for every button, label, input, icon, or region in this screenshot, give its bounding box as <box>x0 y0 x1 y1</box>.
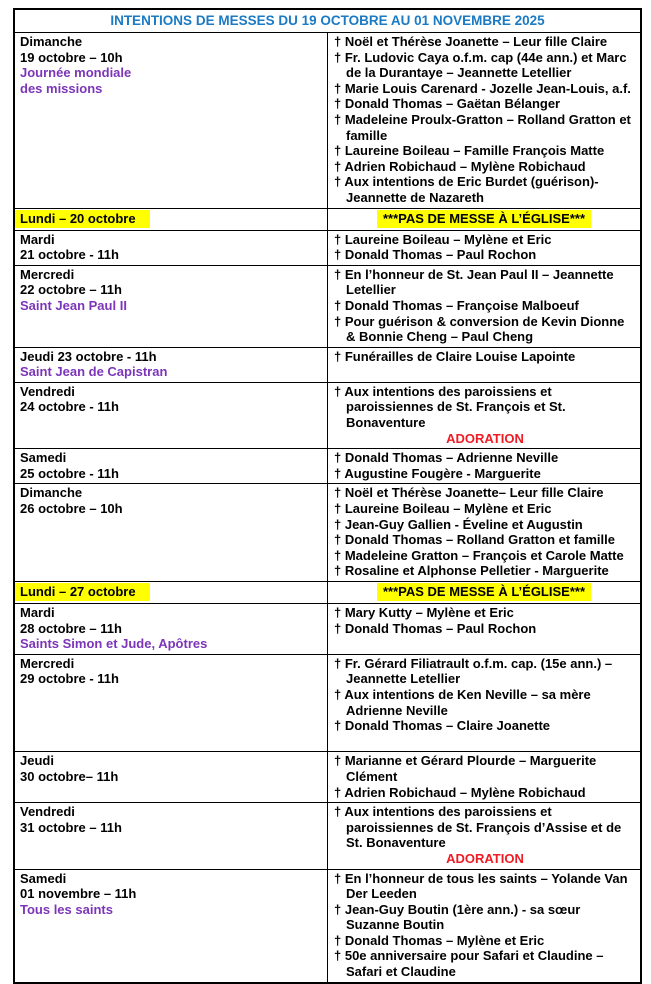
title-row <box>14 9 641 33</box>
date-label: 26 octobre – 10h <box>20 501 123 517</box>
intention-line: † Jean-Guy Gallien - Éveline et Augustin <box>334 516 583 532</box>
date-cell <box>14 604 328 655</box>
no-mass-message-cell <box>328 208 642 230</box>
intention-line: † Augustine Fougère - Marguerite <box>334 465 541 481</box>
date-cell <box>14 449 328 484</box>
date-cell <box>14 347 328 382</box>
intention-line: † Noël et Thérèse Joanette – Leur fille Claire <box>334 34 608 49</box>
date-label: 28 octobre – 11h <box>20 620 122 636</box>
date-label: Samedi <box>20 450 67 466</box>
intention-line: † Aux intentions des paroissiens et paroissiennes de St. François et St. Bonaventure <box>334 383 566 431</box>
mass-intentions-table <box>13 8 642 984</box>
date-cell <box>14 265 328 347</box>
adoration-label: ADORATION <box>446 430 524 446</box>
date-label: 01 novembre – 11h <box>20 886 137 902</box>
mass-row <box>14 869 641 983</box>
intention-line: † Aux intentions des paroissiens et paroissiennes de St. François d’Assise et de St. Bonaventure <box>334 804 622 851</box>
date-label: 24 octobre - 11h <box>20 399 119 415</box>
mass-row <box>14 265 641 347</box>
intention-line: † Fr. Ludovic Caya o.f.m. cap (44e ann.) et Marc de la Durantaye – Jeannette Letellier <box>334 49 627 81</box>
mass-row <box>14 449 641 484</box>
feast-day-label: Tous les saints <box>20 901 113 917</box>
intention-line: † Donald Thomas – Claire Joanette <box>334 718 551 734</box>
intentions-cell <box>328 752 642 803</box>
intentions-cell <box>328 484 642 582</box>
intentions-cell <box>328 230 642 265</box>
schedule-table-body <box>14 9 641 983</box>
intention-line: † Donald Thomas – Paul Rochon <box>334 247 537 263</box>
date-label: Mercredi <box>20 655 75 671</box>
date-cell <box>14 654 328 752</box>
intention-line: † Laureine Boileau – Mylène et Eric <box>334 501 552 517</box>
date-cell <box>14 869 328 983</box>
adoration-label: ADORATION <box>446 850 524 866</box>
no-mass-row <box>14 208 641 230</box>
date-cell <box>14 33 328 209</box>
no-mass-date-cell <box>14 208 328 230</box>
intention-line: † Donald Thomas – Adrienne Neville <box>334 450 559 466</box>
intention-line: † En l’honneur de tous les saints – Yolande Van Der Leeden <box>334 870 628 902</box>
intention-line: † Mary Kutty – Mylène et Eric <box>334 605 514 620</box>
intention-line: † Fr. Gérard Filiatrault o.f.m. cap. (15e ann.) – Jeannette Letellier <box>334 655 613 687</box>
date-label: Dimanche <box>20 34 83 49</box>
date-label: Mardi <box>20 231 55 247</box>
intentions-cell <box>328 604 642 655</box>
intention-line: † Donald Thomas – Mylène et Eric <box>334 932 545 948</box>
intention-line: † Donald Thomas – Rolland Gratton et famille <box>334 532 615 548</box>
intention-line: † Aux intentions de Eric Burdet (guérison)- Jeannette de Nazareth <box>334 174 599 205</box>
date-cell <box>14 230 328 265</box>
intention-line: † Adrien Robichaud – Mylène Robichaud <box>334 784 586 800</box>
intention-line: † Noël et Thérèse Joanette– Leur fille Claire <box>334 485 604 501</box>
intention-line: † Laureine Boileau – Mylène et Eric <box>334 231 552 247</box>
intention-line: † Laureine Boileau – Famille François Matte <box>334 143 605 159</box>
no-mass-date-cell <box>14 582 328 604</box>
mass-row <box>14 230 641 265</box>
mass-row <box>14 33 641 209</box>
date-label: 21 octobre - 11h <box>20 247 119 263</box>
date-label: Samedi <box>20 870 67 886</box>
intention-line: † Donald Thomas – Gaëtan Bélanger <box>334 96 561 112</box>
date-label: 25 octobre - 11h <box>20 465 119 481</box>
mass-row <box>14 382 641 448</box>
feast-day-label: Saint Jean Paul II <box>20 297 127 313</box>
intentions-cell <box>328 347 642 382</box>
date-label: Mercredi <box>20 266 75 282</box>
date-label: 19 octobre – 10h <box>20 49 123 65</box>
date-label: 31 octobre – 11h <box>20 819 122 835</box>
mass-row <box>14 752 641 803</box>
intention-line: † Madeleine Gratton – François et Carole Matte <box>334 547 624 563</box>
mass-row <box>14 803 641 869</box>
intentions-cell <box>328 869 642 983</box>
intention-line: † Marianne et Gérard Plourde – Marguerite Clément <box>334 753 597 784</box>
feast-day-label: Saints Simon et Jude, Apôtres <box>20 636 208 652</box>
intentions-cell <box>328 265 642 347</box>
intentions-cell <box>328 449 642 484</box>
date-label: Vendredi <box>20 383 75 399</box>
no-mass-message-label: ***PAS DE MESSE À L’ÉGLISE*** <box>377 210 591 228</box>
no-mass-row <box>14 582 641 604</box>
date-label: Jeudi <box>20 753 54 769</box>
intention-line: † Marie Louis Carenard - Jozelle Jean-Louis, a.f. <box>334 80 631 96</box>
date-cell <box>14 382 328 448</box>
mass-row <box>14 604 641 655</box>
no-mass-message-cell <box>328 582 642 604</box>
mass-row <box>14 484 641 582</box>
intention-line: † Madeleine Proulx-Gratton – Rolland Gratton et famille <box>334 111 631 143</box>
intentions-cell <box>328 654 642 752</box>
intentions-cell <box>328 803 642 869</box>
mass-row <box>14 347 641 382</box>
intention-line: † Adrien Robichaud – Mylène Robichaud <box>334 158 586 174</box>
intention-line: † Jean-Guy Boutin (1ère ann.) - sa sœur Suzanne Boutin <box>334 901 581 933</box>
intention-line: † Aux intentions de Ken Neville – sa mère Adrienne Neville <box>334 686 591 718</box>
feast-day-label: Saint Jean de Capistran <box>20 364 168 380</box>
intention-line: † En l’honneur de St. Jean Paul II – Jeannette Letellier <box>334 266 614 298</box>
date-label: Mardi <box>20 605 55 620</box>
feast-day-label: des missions <box>20 80 103 96</box>
intention-line: † Donald Thomas – Paul Rochon <box>334 620 537 636</box>
date-cell <box>14 803 328 869</box>
date-label: 30 octobre– 11h <box>20 768 119 784</box>
date-label: Jeudi 23 octobre - 11h <box>20 348 157 364</box>
date-cell <box>14 484 328 582</box>
no-mass-message-label: ***PAS DE MESSE À L’ÉGLISE*** <box>377 583 591 601</box>
intention-line: † Funérailles de Claire Louise Lapointe <box>334 348 576 364</box>
intentions-cell <box>328 382 642 448</box>
page-title: INTENTIONS DE MESSES DU 19 OCTOBRE AU 01 NOVEMBRE 2025 <box>14 9 641 33</box>
intention-line: † Rosaline et Alphonse Pelletier - Marguerite <box>334 563 609 579</box>
date-label: Dimanche <box>20 485 83 501</box>
intention-line: † Pour guérison & conversion de Kevin Dionne & Bonnie Cheng – Paul Cheng <box>334 313 625 345</box>
date-label: Vendredi <box>20 804 75 820</box>
intentions-cell <box>328 33 642 209</box>
intention-line: † Donald Thomas – Françoise Malboeuf <box>334 297 579 313</box>
intention-line <box>334 734 636 750</box>
date-label: 22 octobre – 11h <box>20 282 122 298</box>
intention-line: † 50e anniversaire pour Safari et Claudine – Safari et Claudine <box>334 948 604 980</box>
mass-row <box>14 654 641 752</box>
no-mass-date-label: Lundi – 20 octobre <box>15 210 150 228</box>
date-cell <box>14 752 328 803</box>
feast-day-label: Journée mondiale <box>20 65 132 81</box>
date-label: 29 octobre - 11h <box>20 671 119 687</box>
no-mass-date-label: Lundi – 27 octobre <box>15 583 150 601</box>
